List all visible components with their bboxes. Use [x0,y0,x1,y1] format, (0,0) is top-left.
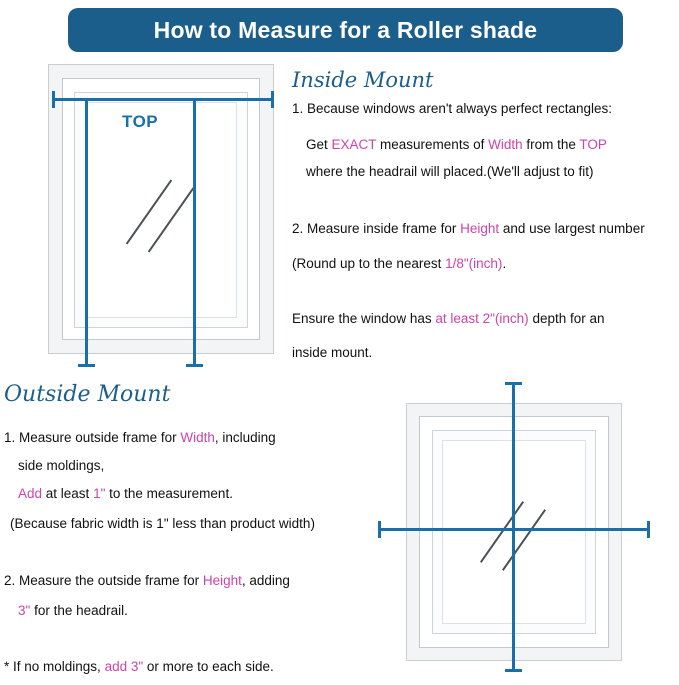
page-title: How to Measure for a Roller shade [153,16,538,43]
inside-mount-line-1: 1. Because windows aren't always perfect rectangles: [292,101,612,116]
outside-mount-window-diagram [388,385,638,670]
inside-mount-line-6: Ensure the window has at least 2"(inch) depth for an [292,311,605,326]
height-measure-cap-bottom [505,669,522,672]
inside-mount-line-5: (Round up to the nearest 1/8"(inch). [292,256,507,271]
inside-mount-window-diagram [30,54,280,354]
height-measure-line-right [193,98,196,366]
width-measure-cap-right [271,91,274,108]
width-measure-cap-left [378,521,381,538]
height-measure-line-left [85,98,88,366]
height-measure-cap-left-bottom [78,364,95,367]
height-measure-cap-right-bottom [186,364,203,367]
inside-mount-line-2: Get EXACT measurements of Width from the TOP [306,137,607,152]
height-measure-line [512,382,515,672]
glass-reflection-streak [126,179,172,244]
glass-reflection-streak [148,187,194,252]
outside-mount-line-5: 2. Measure the outside frame for Height, adding [4,573,290,588]
inside-mount-line-3: where the headrail will placed.(We'll adjust to fit) [306,164,594,179]
outside-mount-line-4: (Because fabric width is 1" less than product width) [10,516,315,531]
outside-mount-line-3: Add at least 1" to the measurement. [18,486,233,501]
page-title-banner [68,8,623,52]
inside-mount-heading: Inside Mount [292,68,434,92]
top-label: TOP [122,112,159,131]
outside-mount-line-2: side moldings, [18,458,105,473]
width-measure-cap-right [647,521,650,538]
inside-mount-line-4: 2. Measure inside frame for Height and use largest number [292,221,645,236]
outside-mount-line-6: 3" for the headrail. [18,603,128,618]
glass-reflection-streak [502,509,546,571]
inside-mount-line-7: inside mount. [292,345,373,360]
width-measure-cap-left [52,91,55,108]
glass-reflection-streak [480,501,524,563]
outside-mount-line-1: 1. Measure outside frame for Width, including [4,430,276,445]
outside-mount-note: * If no moldings, add 3" or more to each side. [4,659,274,674]
outside-mount-heading: Outside Mount [4,382,171,407]
height-measure-cap-top [505,382,522,385]
window-glass [85,102,237,318]
